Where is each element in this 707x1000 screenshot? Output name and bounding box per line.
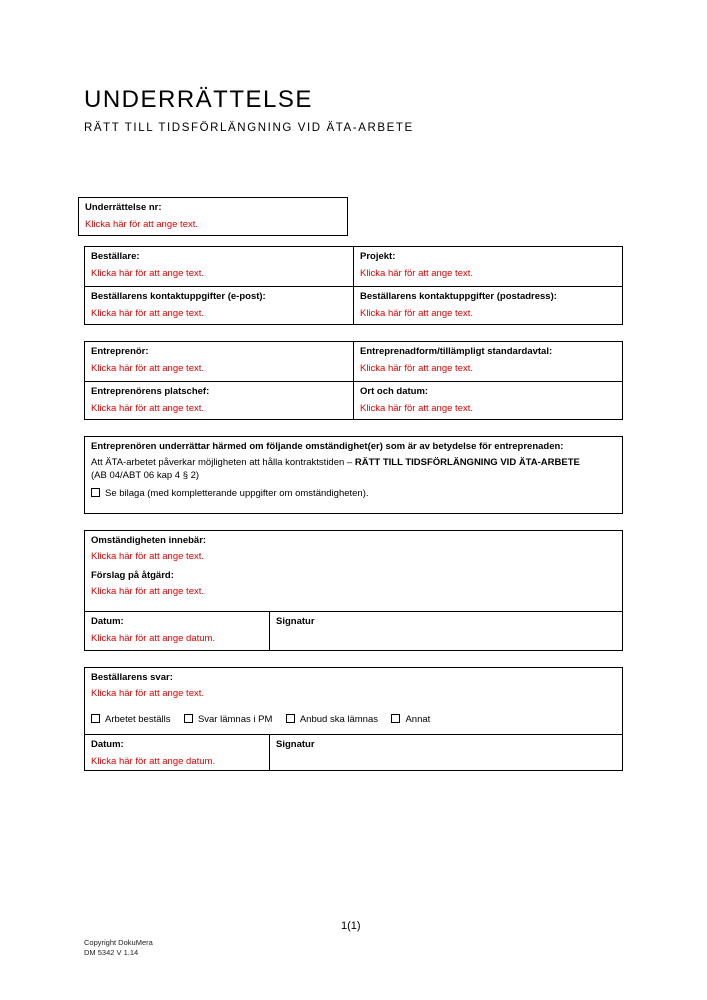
client-email-field[interactable]: Klicka här för att ange text. (91, 308, 205, 319)
circumstance-section (84, 436, 623, 514)
option-ordered[interactable] (91, 714, 170, 725)
site-manager-field[interactable]: Klicka här för att ange text. (91, 403, 205, 414)
client-reply-section (84, 667, 623, 771)
contractor-label: Entreprenör: (91, 346, 149, 357)
project-field[interactable]: Klicka här för att ange text. (360, 268, 474, 279)
circumstance-body: Att ÄTA-arbetet påverkar möjligheten att hålla kontraktstiden – (91, 457, 355, 468)
meaning-field[interactable]: Klicka här för att ange text. (91, 551, 205, 562)
option-tender[interactable] (286, 714, 378, 725)
option-other-checkbox[interactable] (391, 714, 400, 723)
client-label: Beställare: (91, 251, 140, 262)
reply-date-field[interactable]: Klicka här för att ange datum. (91, 756, 216, 767)
site-manager-label: Entreprenörens platschef: (91, 386, 210, 397)
copyright: Copyright DokuMera (84, 938, 153, 947)
option-tender-label: Anbud ska lämnas (299, 714, 378, 725)
option-tender-checkbox[interactable] (286, 714, 295, 723)
circumstance-heading: Entreprenören underrättar härmed om följande omständighet(er) som är av betydelse för entreprenaden: (91, 441, 564, 452)
reply-date-label: Datum: (91, 739, 124, 750)
circumstance-text (91, 456, 616, 469)
document-title: UNDERRÄTTELSE (84, 86, 313, 113)
notice-number-label: Underrättelse nr: (85, 202, 162, 213)
contract-form-label: Entreprenadform/tillämpligt standardavtal: (360, 346, 553, 357)
meaning-label: Omständigheten innebär: (91, 535, 207, 546)
option-pm-label: Svar lämnas i PM (197, 714, 273, 725)
details-signature-label: Signatur (276, 616, 315, 627)
contract-form-field[interactable]: Klicka här för att ange text. (360, 363, 474, 374)
notice-number-box (78, 197, 348, 236)
place-date-label: Ort och datum: (360, 386, 429, 397)
reply-signature-label: Signatur (276, 739, 315, 750)
option-other-label: Annat (405, 714, 431, 725)
contractor-field[interactable]: Klicka här för att ange text. (91, 363, 205, 374)
page-number: 1(1) (341, 920, 361, 932)
reply-options (91, 709, 616, 727)
option-pm[interactable] (184, 714, 272, 725)
place-date-field[interactable]: Klicka här för att ange text. (360, 403, 474, 414)
attachment-option[interactable] (91, 487, 616, 500)
details-section (84, 530, 623, 651)
client-postal-field[interactable]: Klicka här för att ange text. (360, 308, 474, 319)
reply-label: Beställarens svar: (91, 672, 173, 683)
option-ordered-label: Arbetet beställs (105, 714, 171, 725)
contractor-section (84, 341, 623, 420)
option-ordered-checkbox[interactable] (91, 714, 100, 723)
option-pm-checkbox[interactable] (184, 714, 193, 723)
document-version: DM 5342 V 1.14 (84, 948, 139, 957)
proposal-label: Förslag på åtgärd: (91, 570, 174, 581)
attachment-label: Se bilaga (med kompletterande uppgifter om omständigheten). (105, 488, 369, 499)
notice-number-field[interactable]: Klicka här för att ange text. (85, 219, 199, 230)
client-field[interactable]: Klicka här för att ange text. (91, 268, 205, 279)
reply-field[interactable]: Klicka här för att ange text. (91, 688, 205, 699)
document-subtitle: RÄTT TILL TIDSFÖRLÄNGNING VID ÄTA-ARBETE (84, 122, 414, 134)
project-label: Projekt: (360, 251, 396, 262)
details-date-field[interactable]: Klicka här för att ange datum. (91, 633, 216, 644)
details-date-label: Datum: (91, 616, 124, 627)
circumstance-reference: (AB 04/ABT 06 kap 4 § 2) (91, 470, 200, 481)
client-postal-label: Beställarens kontaktuppgifter (postadress): (360, 291, 557, 302)
option-other[interactable] (391, 714, 430, 725)
client-section (84, 246, 623, 325)
client-email-label: Beställarens kontaktuppgifter (e-post): (91, 291, 266, 302)
attachment-checkbox[interactable] (91, 488, 100, 497)
circumstance-emphasis: RÄTT TILL TIDSFÖRLÄNGNING VID ÄTA-ARBETE (354, 457, 580, 468)
proposal-field[interactable]: Klicka här för att ange text. (91, 586, 205, 597)
